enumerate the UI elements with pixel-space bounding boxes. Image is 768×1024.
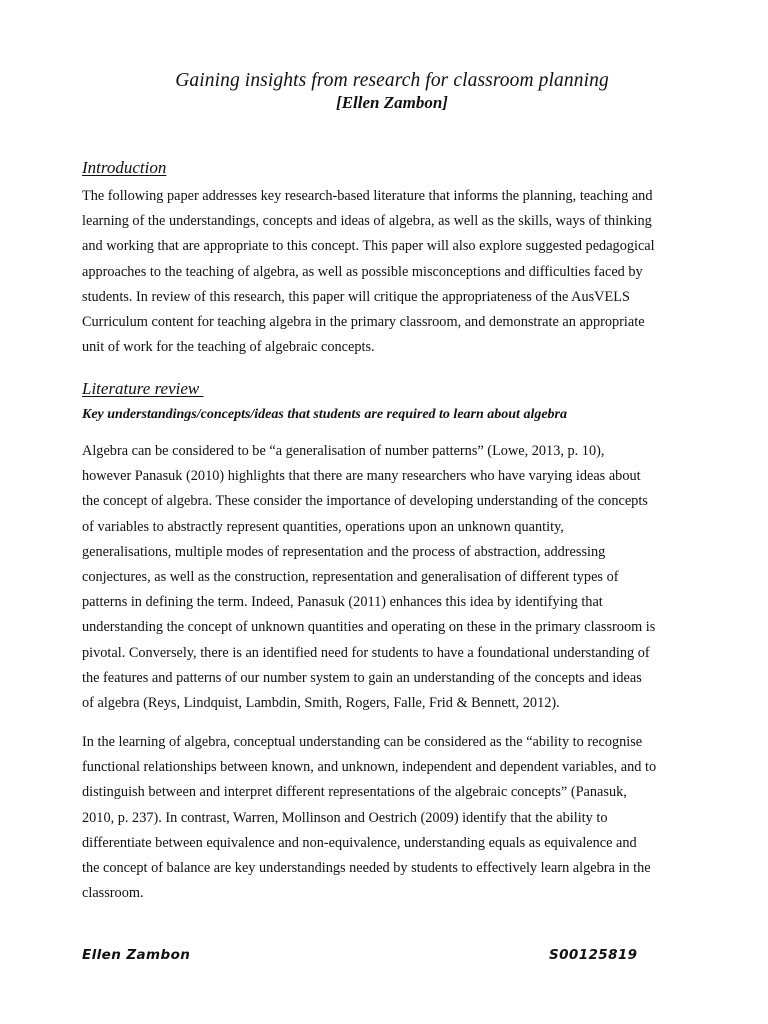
text-line: 2010, p. 237). In contrast, Warren, Mollinson and Oestrich (2009) identify that the ability to (82, 809, 608, 826)
text-line: generalisations, multiple modes of representation and the process of abstraction, addressing (82, 543, 606, 560)
text-line: the features and patterns of our number system to gain an understanding of the concepts and ideas (82, 669, 642, 686)
text-line: functional relationships between known, and unknown, independent and dependent variables, and to (82, 759, 657, 776)
text-line: the concept of algebra. These consider the importance of developing understanding of the concepts (82, 493, 648, 510)
text-line: understanding the concept of unknown quantities and operating on these in the primary classroom is (82, 619, 656, 636)
text-line: pivotal. Conversely, there is an identified need for students to have a foundational understanding of (82, 644, 650, 661)
literature-review-heading: Literature review (82, 379, 204, 398)
text-line: of variables to abstractly represent quantities, operations upon an unknown quantity, (82, 518, 564, 535)
text-line: learning of the understandings, concepts and ideas of algebra, as well as the skills, ways of thinking (82, 213, 652, 230)
footer-student-id: S00125819 (549, 947, 638, 963)
text-line: Algebra can be considered to be “a generalisation of number patterns” (Lowe, 2013, p. 10), (82, 443, 605, 459)
text-line: conjectures, as well as the construction, representation and generalisation of different types of (82, 569, 619, 586)
text-line: unit of work for the teaching of algebraic concepts. (82, 339, 375, 356)
text-line: approaches to the teaching of algebra, as well as possible misconceptions and difficulties faced by (82, 263, 643, 280)
document-title: Gaining insights from research for classroom planning (175, 70, 609, 91)
footer-author-name: Ellen Zambon (82, 947, 191, 963)
introduction-paragraph (82, 184, 707, 360)
text-line: students. In review of this research, this paper will critique the appropriateness of the AusVELS (82, 288, 630, 305)
text-line: of algebra (Reys, Lindquist, Lambdin, Smith, Rogers, Falle, Frid & Bennett, 2012). (82, 695, 560, 712)
introduction-heading: Introduction (82, 158, 167, 177)
text-line: the concept of balance are key understandings needed by students to effectively learn algebra in the (82, 860, 651, 877)
text-line: Curriculum content for teaching algebra in the primary classroom, and demonstrate an appropriate (82, 314, 645, 331)
literature-paragraph-2 (82, 730, 707, 906)
document-author: [Ellen Zambon] (336, 93, 448, 112)
text-line: The following paper addresses key research-based literature that informs the planning, teaching and (82, 188, 653, 204)
text-line: In the learning of algebra, conceptual understanding can be considered as the “ability to recognise (82, 734, 643, 750)
text-line: differentiate between equivalence and non-equivalence, understanding equals as equivalence and (82, 834, 637, 851)
text-line: patterns in defining the term. Indeed, Panasuk (2011) enhances this idea by identifying that (82, 594, 603, 611)
text-line: and working that are appropriate to this concept. This paper will also explore suggested pedagogical (82, 238, 655, 255)
text-line: distinguish between and interpret different representations of the algebraic concepts” (Panasuk, (82, 784, 627, 801)
literature-subheading: Key understandings/concepts/ideas that students are required to learn about algebra (82, 407, 567, 422)
literature-paragraph-1 (82, 439, 707, 716)
text-line: classroom. (82, 885, 144, 902)
text-line: however Panasuk (2010) highlights that there are many researchers who have varying ideas about (82, 468, 641, 485)
